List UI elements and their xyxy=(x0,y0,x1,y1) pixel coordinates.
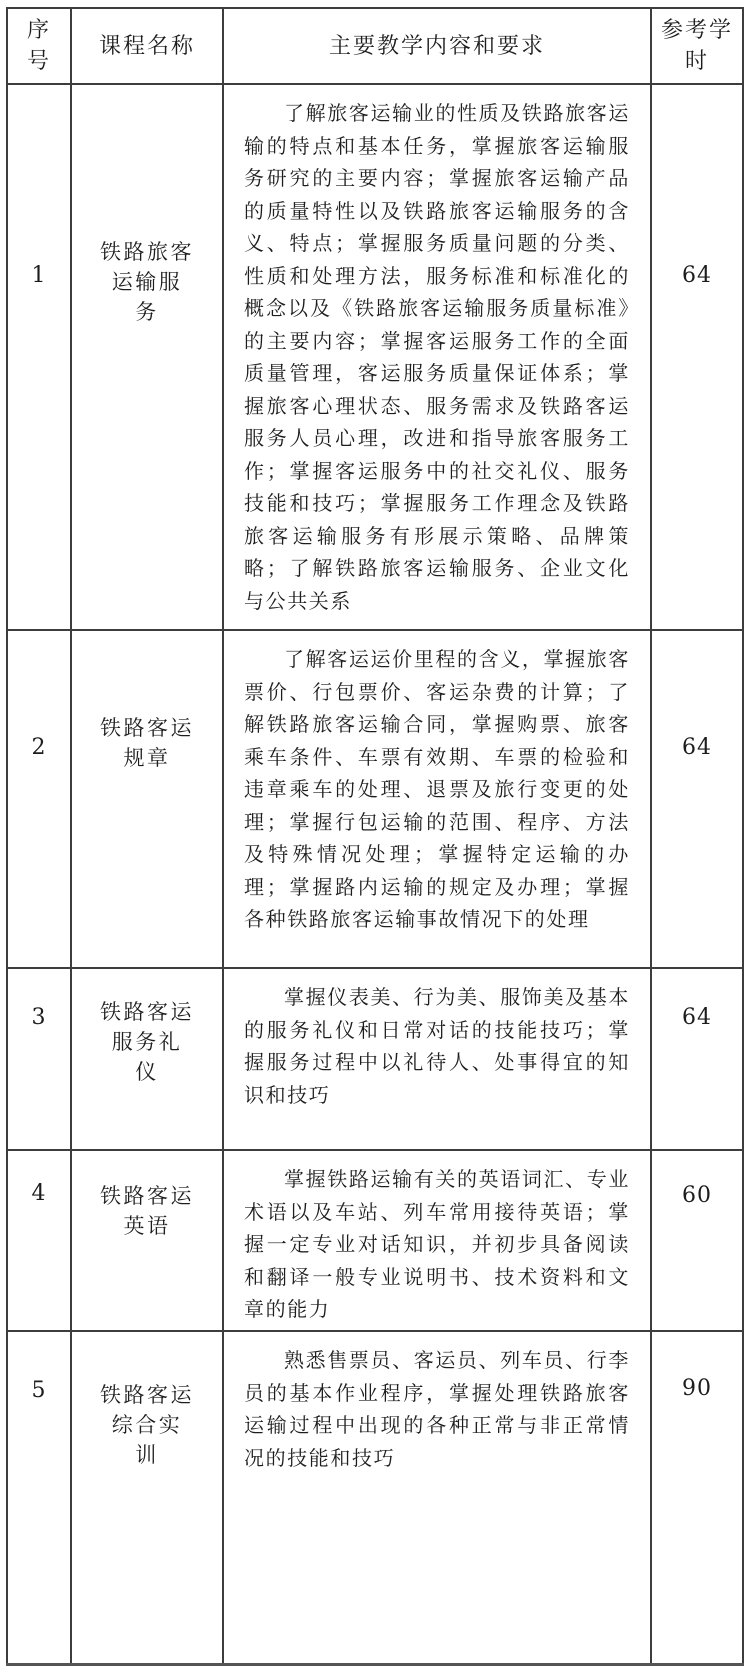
header-teaching-content: 主要教学内容和要求 xyxy=(223,8,651,84)
course-content-cell xyxy=(223,630,651,968)
header-course-name: 课程名称 xyxy=(71,8,223,84)
course-name xyxy=(71,1331,223,1664)
row-number: 2 xyxy=(7,630,71,968)
course-name-line: 英语 xyxy=(123,1214,171,1238)
course-hours: 64 xyxy=(651,968,743,1150)
course-content-text: 熟悉售票员、客运员、列车员、行李员的基本作业程序，掌握处理铁路旅客运输过程中出现的各种正常与非正常情况的技能和技巧 xyxy=(244,1348,630,1470)
course-hours: 64 xyxy=(651,84,743,630)
course-content-cell xyxy=(223,968,651,1150)
row-number: 4 xyxy=(7,1150,71,1331)
course-name-line: 铁路客运 xyxy=(100,1184,194,1208)
course-name xyxy=(71,1150,223,1331)
course-name xyxy=(71,84,223,630)
table-row xyxy=(7,1150,743,1331)
table-row xyxy=(7,630,743,968)
row-number: 3 xyxy=(7,968,71,1150)
table-row xyxy=(7,1331,743,1664)
course-name-line: 综合实 xyxy=(111,1413,183,1437)
course-content-text: 掌握仪表美、行为美、服饰美及基本的服务礼仪和日常对话的技能技巧；掌握服务过程中以礼待人、处事得宜的知识和技巧 xyxy=(244,985,630,1107)
course-hours: 90 xyxy=(651,1331,743,1664)
course-name-line: 服务礼 xyxy=(111,1030,183,1054)
header-serial-line: 号 xyxy=(26,49,51,74)
header-hours-line: 参考学 xyxy=(660,18,733,43)
header-hours-line: 时 xyxy=(684,49,709,74)
course-hours: 64 xyxy=(651,630,743,968)
course-name-line: 务 xyxy=(135,300,159,324)
course-name-line: 铁路客运 xyxy=(100,716,194,740)
course-content-cell xyxy=(223,1150,651,1331)
table-row xyxy=(7,84,743,630)
table-row xyxy=(7,968,743,1150)
row-number: 1 xyxy=(7,84,71,630)
course-name xyxy=(71,630,223,968)
course-content-cell xyxy=(223,84,651,630)
header-row xyxy=(7,8,743,84)
course-content-text: 掌握铁路运输有关的英语词汇、专业术语以及车站、列车常用接待英语；掌握一定专业对话知识，并初步具备阅读和翻译一般专业说明书、技术资料和文章的能力 xyxy=(244,1167,630,1321)
course-table xyxy=(6,7,744,1666)
course-name-line: 训 xyxy=(135,1443,159,1467)
header-reference-hours xyxy=(651,8,743,84)
course-name-line: 铁路客运 xyxy=(100,1000,194,1024)
course-name-line: 运输服 xyxy=(111,270,183,294)
header-serial-number xyxy=(7,8,71,84)
course-name-line: 仪 xyxy=(135,1060,159,1084)
course-name-line: 铁路旅客 xyxy=(100,240,194,264)
course-content-text: 了解旅客运输业的性质及铁路旅客运输的特点和基本任务，掌握旅客运输服务研究的主要内容；掌握旅客运输产品的质量特性以及铁路旅客运输服务的含义、特点；掌握服务质量问题的分类、性质和处理方法，服务标准和标准化的概念以及《铁路旅客运输服务质量标准》的主要内容；掌握客运服务工作的全面质量管理，客运服务质量保证体系；掌握旅客心理状态、服务需求及铁路客运服务人员心理，改进和指导旅客服务工作；掌握客运服务中的社交礼仪、服务技能和技巧；掌握服务工作理念及铁路旅客运输服务有形展示策略、品牌策略；了解铁路旅客运输服务、企业文化与公共关系 xyxy=(244,101,630,613)
course-hours: 60 xyxy=(651,1150,743,1331)
course-content-cell xyxy=(223,1331,651,1664)
row-number: 5 xyxy=(7,1331,71,1664)
course-name-line: 铁路客运 xyxy=(100,1383,194,1407)
course-content-text: 了解客运运价里程的含义，掌握旅客票价、行包票价、客运杂费的计算；了解铁路旅客运输合同，掌握购票、旅客乘车条件、车票有效期、车票的检验和违章乘车的处理、退票及旅行变更的处理；掌握行包运输的范围、程序、方法及特殊情况处理；掌握特定运输的办理；掌握路内运输的规定及办理；掌握各种铁路旅客运输事故情况下的处理 xyxy=(244,647,630,931)
course-name xyxy=(71,968,223,1150)
course-name-line: 规章 xyxy=(123,746,171,770)
header-serial-line: 序 xyxy=(26,18,51,43)
